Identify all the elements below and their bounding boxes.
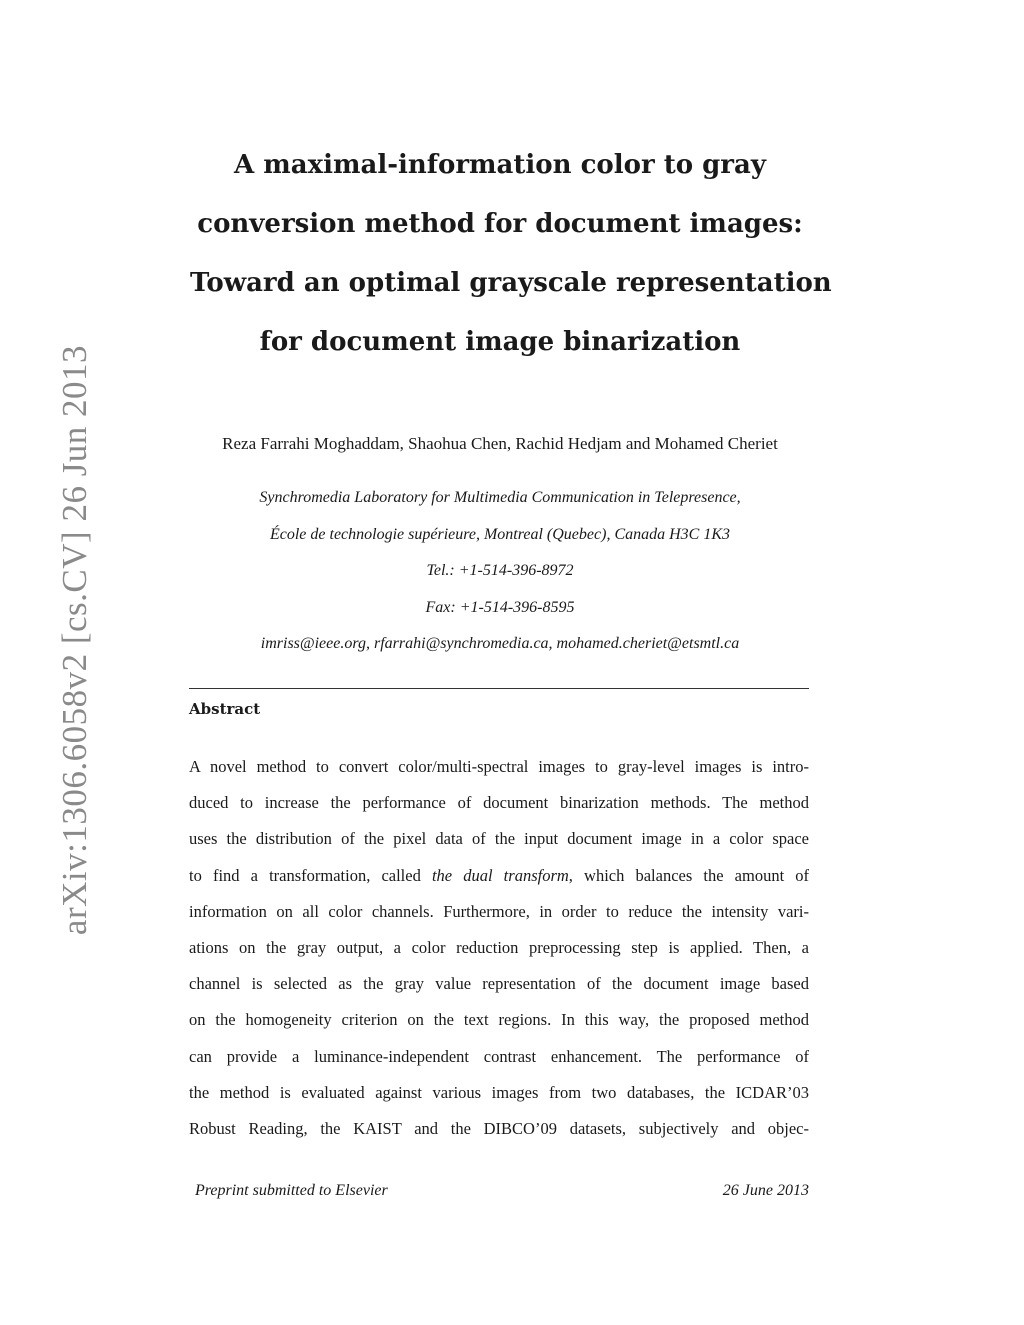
abstract-text: , which balances the amount of [568,865,809,885]
abstract-line: information on all color channels. Furthermore, in order to reduce the intensity vari- [189,901,809,921]
affiliation-school: École de technologie supérieure, Montreal (Quebec), Canada H3C 1K3 [269,525,731,543]
abstract-heading: Abstract [189,700,261,718]
abstract-line: Robust Reading, the KAIST and the DIBCO’09 datasets, subjectively and objec- [189,1118,809,1138]
title-line: A maximal-information color to gray [234,150,766,180]
title-line: conversion method for document images: [197,209,803,239]
affiliation-lab: Synchromedia Laboratory for Multimedia Communication in Telepresence, [259,489,741,506]
title-line: Toward an optimal grayscale representation [190,268,832,298]
abstract-line: uses the distribution of the pixel data of the input document image in a color space [189,829,809,849]
abstract-line: the method is evaluated against various images from two databases, the ICDAR’03 [189,1082,809,1102]
abstract-line: can provide a luminance-independent contrast enhancement. The performance of [189,1046,809,1066]
arxiv-stamp-text: arXiv:1306.6058v2 [cs.CV] 26 Jun 2013 [55,344,94,936]
affiliation-emails: imriss@ieee.org, rfarrahi@synchromedia.ca, mohamed.cheriet@etsmtl.ca [260,635,740,652]
abstract-line: on the homogeneity criterion on the text regions. In this way, the proposed method [189,1010,809,1030]
footer-preprint-note: Preprint submitted to Elsevier [195,1182,388,1199]
affiliation-fax: Fax: +1-514-396-8595 [425,598,575,616]
paper-title [190,136,832,372]
footer-date: 26 June 2013 [722,1182,809,1199]
title-line: for document image binarization [259,327,741,357]
abstract-line: A novel method to convert color/multi-spectral images to gray-level images is intro- [189,757,809,776]
abstract-line: channel is selected as the gray value representation of the document image based [189,974,809,994]
abstract-body [189,749,809,1147]
affiliation-block [170,480,830,663]
emphasis-dual-transform: the dual transform [431,865,569,885]
affiliation-tel: Tel.: +1-514-396-8972 [426,562,574,579]
abstract-line-with-emphasis [189,858,809,894]
abstract-line: ations on the gray output, a color reduction preprocessing step is applied. Then, a [189,937,809,957]
abstract-line: duced to increase the performance of document binarization methods. The method [189,793,809,813]
author-list: Reza Farrahi Moghaddam, Shaohua Chen, Rachid Hedjam and Mohamed Cheriet [222,434,778,453]
abstract-text: to find a transformation, called [189,865,421,885]
section-divider [189,688,809,689]
